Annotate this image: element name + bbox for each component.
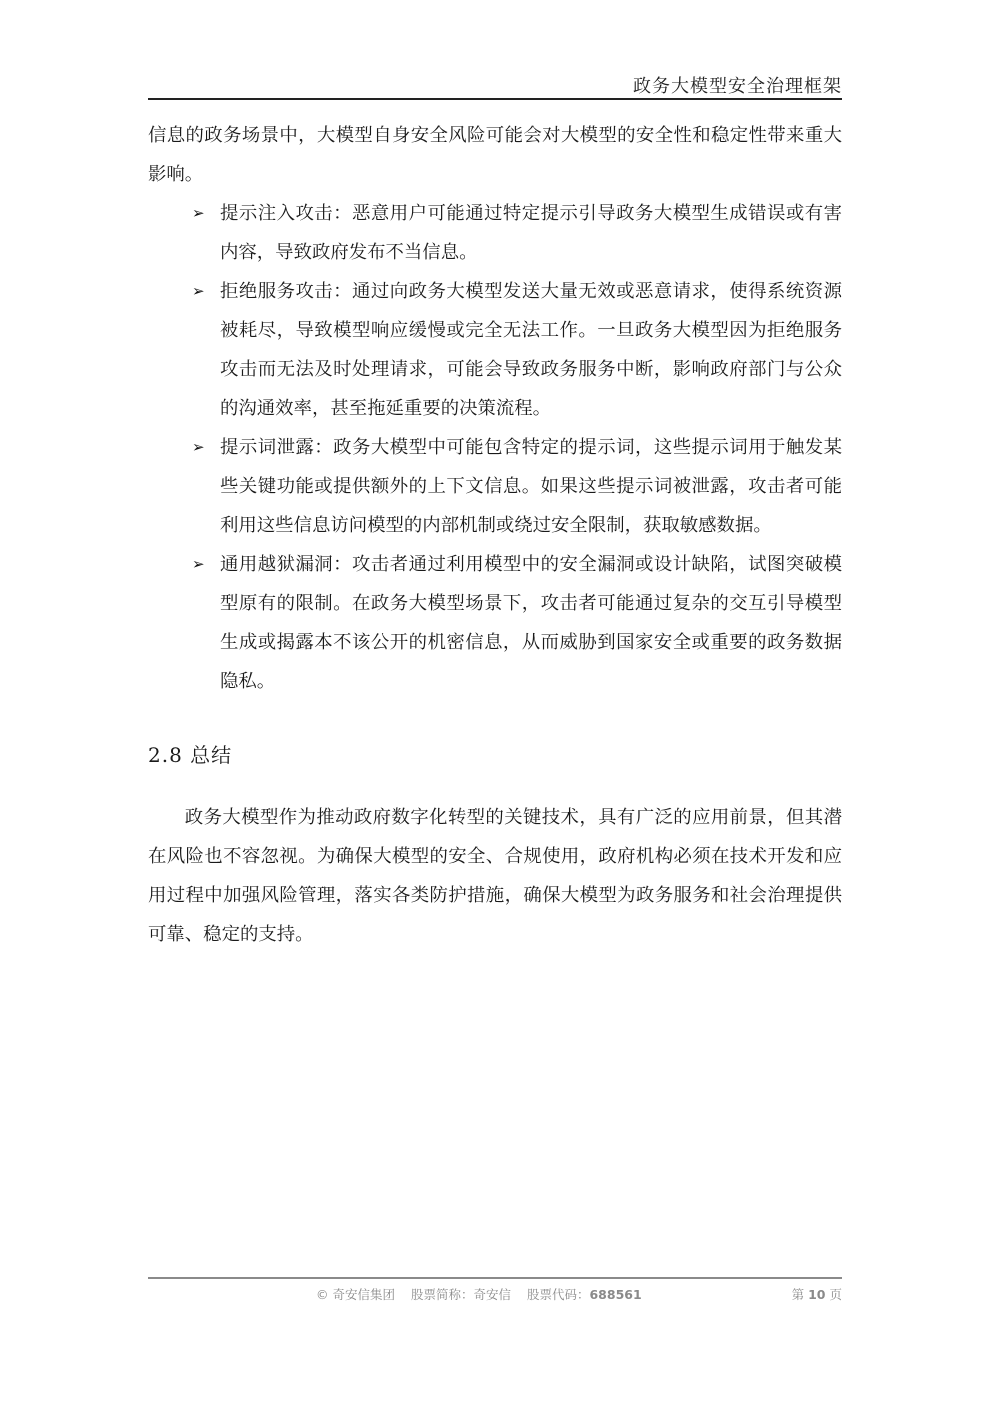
bullet-text: 提示注入攻击：恶意用户可能通过特定提示引导政务大模型生成错误或有害内容，导致政府发布不当信息。 [220, 203, 842, 263]
footer-stock-name: 股票简称：奇安信 [410, 1287, 511, 1302]
summary-paragraph: 政务大模型作为推动政府数字化转型的关键技术，具有广泛的应用前景，但其潜在风险也不容忽视。为确保大模型的安全、合规使用，政府机构必须在技术开发和应用过程中加强风险管理，落实各类防护措施，确保大模型为政务服务和社会治理提供可靠、稳定的支持。 [148, 807, 842, 945]
footer-stock-code: 688561 [589, 1287, 642, 1302]
bullet-item-prompt-injection [148, 194, 842, 272]
arrow-bullet-icon: ➢ [192, 282, 205, 300]
arrow-bullet-icon: ➢ [192, 438, 205, 456]
footer-company-info [316, 1285, 654, 1303]
page-content [148, 116, 842, 954]
bullet-text: 拒绝服务攻击：通过向政务大模型发送大量无效或恶意请求，使得系统资源被耗尽，导致模型响应缓慢或完全无法工作。一旦政务大模型因为拒绝服务攻击而无法及时处理请求，可能会导致政务服务中断，影响政府部门与公众的沟通效率，甚至拖延重要的决策流程。 [220, 281, 842, 419]
arrow-bullet-icon: ➢ [192, 555, 205, 573]
bullet-text: 提示词泄露：政务大模型中可能包含特定的提示词，这些提示词用于触发某些关键功能或提供额外的上下文信息。如果这些提示词被泄露，攻击者可能利用这些信息访问模型的内部机制或绕过安全限制，获取敏感数据。 [220, 437, 842, 536]
page-footer [148, 1277, 842, 1309]
bullet-text: 通用越狱漏洞：攻击者通过利用模型中的安全漏洞或设计缺陷，试图突破模型原有的限制。在政务大模型场景下，攻击者可能通过复杂的交互引导模型生成或揭露本不该公开的机密信息，从而威胁到国家安全或重要的政务数据隐私。 [220, 554, 842, 692]
bullet-item-denial-of-service [148, 272, 842, 428]
document-title: 政务大模型安全治理框架 [633, 76, 842, 97]
intro-paragraph: 信息的政务场景中，大模型自身安全风险可能会对大模型的安全性和稳定性带来重大影响。 [148, 125, 842, 185]
footer-copyright: © 奇安信集团 [316, 1287, 395, 1302]
page-suffix: 页 [829, 1287, 842, 1302]
page-header [148, 60, 842, 100]
footer-stock-code-label: 股票代码： [526, 1287, 590, 1302]
page-number-value: 10 [808, 1287, 826, 1302]
page-number [792, 1285, 842, 1303]
bullet-item-prompt-leakage [148, 428, 842, 545]
page-prefix: 第 [791, 1287, 805, 1302]
bullet-item-jailbreak [148, 545, 842, 701]
section-heading: 2.8 总结 [148, 743, 233, 767]
risk-bullet-list [148, 194, 842, 701]
arrow-bullet-icon: ➢ [192, 204, 205, 222]
